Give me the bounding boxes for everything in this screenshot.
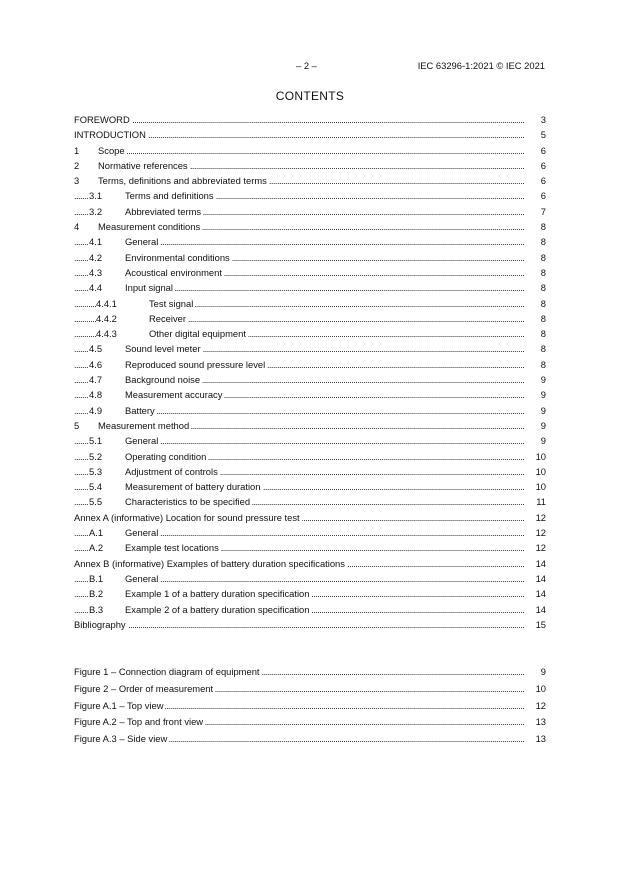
toc-entry[interactable]: . . . 4.4.3 Other digital equipment 8: [74, 326, 546, 341]
toc-entry[interactable]: . . . B.1 General 14: [74, 571, 546, 586]
figure-list: [74, 664, 546, 746]
header-standard-id: IEC 63296-1:2021 © IEC 2021: [417, 60, 545, 71]
toc-list: [74, 112, 546, 632]
figure-entry[interactable]: . . . Figure 2 – Order of measurement 10: [74, 681, 546, 696]
toc-entry[interactable]: . . . 4.5 Sound level meter 8: [74, 341, 546, 356]
toc-entry[interactable]: . . . 4.4 Input signal 8: [74, 280, 546, 295]
toc-entry[interactable]: . . . B.2 Example 1 of a battery duration specification 14: [74, 586, 546, 601]
toc-entry[interactable]: . . . A.2 Example test locations 12: [74, 540, 546, 555]
toc-entry[interactable]: . . . 5 Measurement method 9: [74, 418, 546, 433]
toc-entry[interactable]: . . . 1 Scope 6: [74, 143, 546, 158]
header-page-number: – 2 –: [296, 60, 317, 71]
toc-entry[interactable]: . . . 4.2 Environmental conditions 8: [74, 250, 546, 265]
toc-entry[interactable]: . . . 5.5 Characteristics to be specified 11: [74, 494, 546, 509]
toc-entry[interactable]: . . . B.3 Example 2 of a battery duration specification 14: [74, 602, 546, 617]
toc-entry[interactable]: . . . 3.2 Abbreviated terms 7: [74, 204, 546, 219]
toc-entry[interactable]: . . . 4.1 General 8: [74, 234, 546, 249]
toc-entry[interactable]: . . . 4.9 Battery 9: [74, 403, 546, 418]
toc-entry[interactable]: . . . 5.3 Adjustment of controls 10: [74, 464, 546, 479]
toc-entry[interactable]: . . . 3.1 Terms and definitions 6: [74, 188, 546, 203]
toc-entry[interactable]: . . . 5.2 Operating condition 10: [74, 449, 546, 464]
contents-title: CONTENTS: [275, 89, 345, 103]
toc-entry[interactable]: . . . 5.1 General 9: [74, 433, 546, 448]
figure-entry[interactable]: . . . Figure 1 – Connection diagram of equipment 9: [74, 664, 546, 679]
toc-entry[interactable]: . . . A.1 General 12: [74, 525, 546, 540]
toc-entry[interactable]: . . . 5.4 Measurement of battery duration 10: [74, 479, 546, 494]
toc-entry[interactable]: . . . INTRODUCTION 5: [74, 127, 546, 142]
toc-entry[interactable]: . . . 4 Measurement conditions 8: [74, 219, 546, 234]
toc-entry[interactable]: . . . 3 Terms, definitions and abbreviated terms 6: [74, 173, 546, 188]
toc-entry[interactable]: . . . 2 Normative references 6: [74, 158, 546, 173]
figure-entry[interactable]: . . . Figure A.1 – Top view 12: [74, 698, 546, 713]
toc-entry[interactable]: . . . 4.4.2 Receiver 8: [74, 311, 546, 326]
toc-entry[interactable]: . . . 4.4.1 Test signal 8: [74, 296, 546, 311]
toc-entry[interactable]: . . . Annex B (informative) Examples of battery duration specifications 14: [74, 556, 546, 571]
figure-entry[interactable]: . . . Figure A.3 – Side view 13: [74, 731, 546, 746]
toc-entry[interactable]: . . . 4.7 Background noise 9: [74, 372, 546, 387]
toc-entry[interactable]: . . . Bibliography 15: [74, 617, 546, 632]
figure-entry[interactable]: . . . Figure A.2 – Top and front view 13: [74, 714, 546, 729]
toc-entry[interactable]: . . . 4.3 Acoustical environment 8: [74, 265, 546, 280]
toc-entry[interactable]: . . . 4.8 Measurement accuracy 9: [74, 387, 546, 402]
toc-entry[interactable]: . . . 4.6 Reproduced sound pressure level 8: [74, 357, 546, 372]
toc-entry[interactable]: . . . Annex A (informative) Location for sound pressure test 12: [74, 510, 546, 525]
toc-entry[interactable]: . . . FOREWORD 3: [74, 112, 546, 127]
